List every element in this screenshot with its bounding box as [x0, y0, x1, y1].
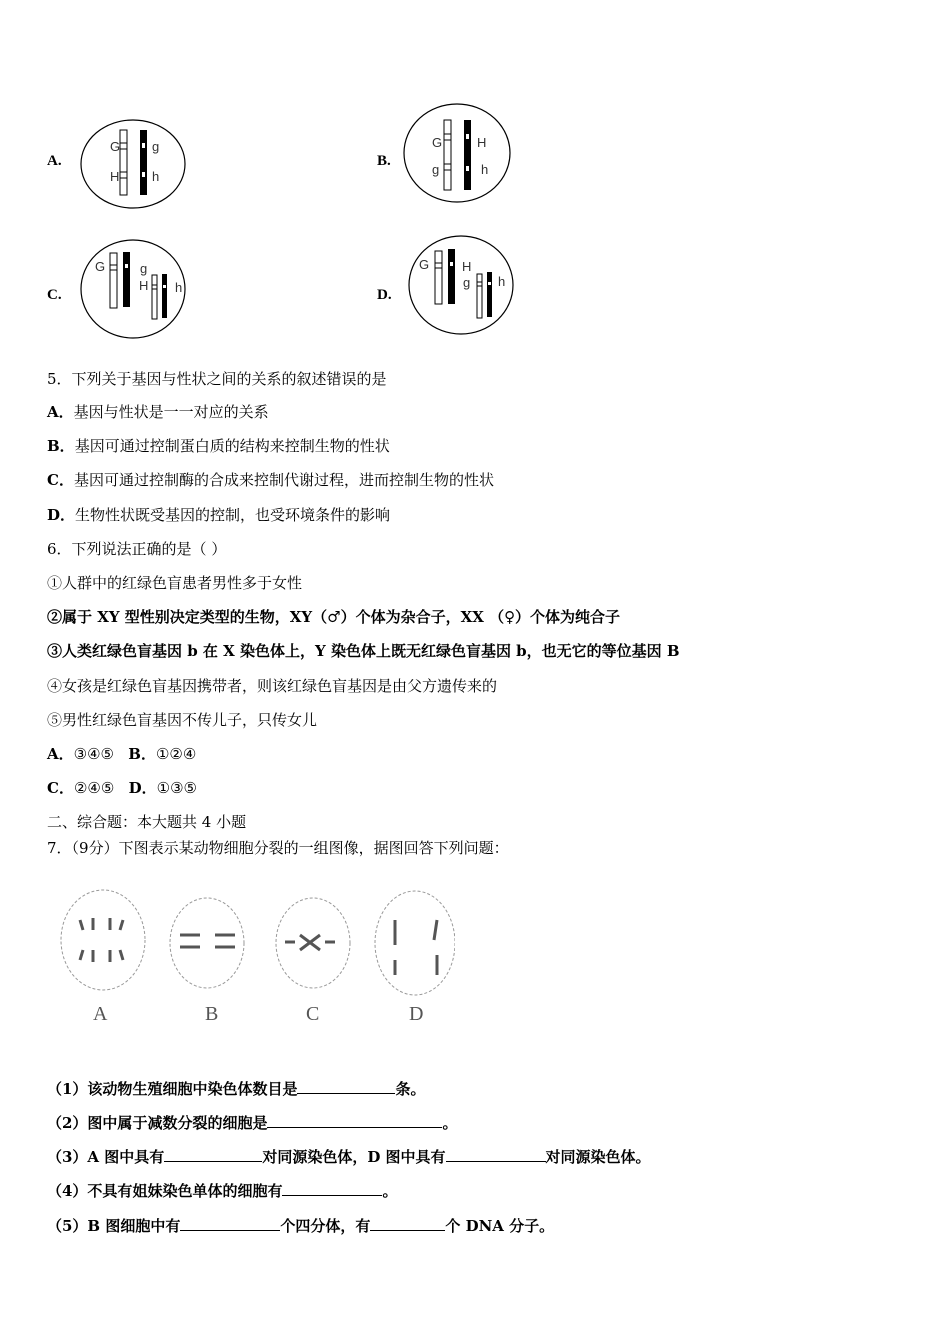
figure-label-b: B	[205, 1003, 219, 1025]
svg-text:H: H	[110, 169, 120, 184]
svg-text:H: H	[462, 259, 472, 274]
q6-statement-2: ②属于 XY 型性别决定类型的生物，XY（♂）个体为杂合子，XX （♀）个体为纯合子	[47, 608, 621, 626]
q7-sub-2: （2）图中属于减数分裂的细胞是 。	[47, 1114, 458, 1132]
cell-division-figure	[55, 885, 455, 1000]
q4-option-a-diagram[interactable]	[80, 118, 188, 210]
answer-blank[interactable]	[446, 1147, 546, 1162]
q4-option-b-diagram[interactable]	[402, 102, 512, 204]
svg-text:g: g	[463, 275, 471, 290]
figure-label-c: C	[306, 1003, 320, 1025]
figure-label-a: A	[93, 1003, 108, 1025]
answer-blank[interactable]	[297, 1079, 395, 1094]
answer-blank[interactable]	[282, 1181, 382, 1196]
q5-option-b[interactable]: B．基因可通过控制蛋白质的结构来控制生物的性状	[47, 437, 390, 455]
q5-stem: 5．下列关于基因与性状之间的关系的叙述错误的是	[47, 370, 387, 388]
answer-blank[interactable]	[164, 1147, 262, 1162]
svg-text:h: h	[481, 162, 489, 177]
q7-sub-1: （1）该动物生殖细胞中染色体数目是 条。	[47, 1080, 426, 1098]
svg-text:G: G	[419, 257, 430, 272]
q4-option-c-diagram[interactable]	[80, 238, 190, 340]
q7-stem: 7．（9分）下图表示某动物细胞分裂的一组图像，据图回答下列问题：	[47, 839, 509, 857]
answer-blank[interactable]	[180, 1216, 280, 1231]
section-2-heading: 二、综合题：本大题共 4 小题	[47, 813, 247, 831]
svg-text:H: H	[477, 135, 487, 150]
q5-option-c[interactable]: C．基因可通过控制酶的合成来控制代谢过程，进而控制生物的性状	[47, 471, 494, 489]
answer-blank[interactable]	[267, 1113, 442, 1128]
q5-option-a[interactable]: A．基因与性状是一一对应的关系	[47, 403, 269, 421]
q6-options-ab[interactable]: A．③④⑤ B．①②④	[47, 745, 197, 763]
q6-statement-3: ③人类红绿色盲基因 b 在 X 染色体上，Y 染色体上既无红绿色盲基因 b，也无它的等位基因 B	[47, 642, 680, 660]
q4-option-b-label: B.	[377, 153, 391, 169]
svg-text:G: G	[432, 135, 443, 150]
q6-statement-5: ⑤男性红绿色盲基因不传儿子，只传女儿	[47, 711, 318, 729]
q7-sub-4: （4）不具有姐妹染色单体的细胞有 。	[47, 1182, 398, 1200]
svg-text:h: h	[152, 169, 160, 184]
svg-text:g: g	[140, 261, 148, 276]
figure-label-d: D	[409, 1003, 424, 1025]
answer-blank[interactable]	[370, 1216, 445, 1231]
svg-text:h: h	[498, 274, 506, 289]
svg-text:G: G	[110, 139, 121, 154]
q6-statement-1: ①人群中的红绿色盲患者男性多于女性	[47, 574, 303, 592]
q4-option-d-label: D.	[377, 287, 392, 303]
svg-text:G: G	[95, 259, 106, 274]
svg-text:g: g	[432, 162, 440, 177]
q4-option-a-label: A.	[47, 153, 62, 169]
q7-sub-5: （5）B 图细胞中有 个四分体，有 个 DNA 分子。	[47, 1217, 555, 1235]
q6-stem: 6．下列说法正确的是（ ）	[47, 540, 227, 558]
q6-statement-4: ④女孩是红绿色盲基因携带者，则该红绿色盲基因是由父方遗传来的	[47, 677, 498, 695]
q7-sub-3: （3）A 图中具有 对同源染色体，D 图中具有 对同源染色体。	[47, 1148, 651, 1166]
svg-text:g: g	[152, 139, 160, 154]
q6-options-cd[interactable]: C．②④⑤ D．①③⑤	[47, 779, 197, 797]
q5-option-d[interactable]: D．生物性状既受基因的控制，也受环境条件的影响	[47, 506, 391, 524]
svg-text:h: h	[175, 280, 183, 295]
q4-option-d-diagram[interactable]	[407, 234, 517, 336]
svg-text:H: H	[139, 278, 149, 293]
q4-option-c-label: C.	[47, 287, 62, 303]
